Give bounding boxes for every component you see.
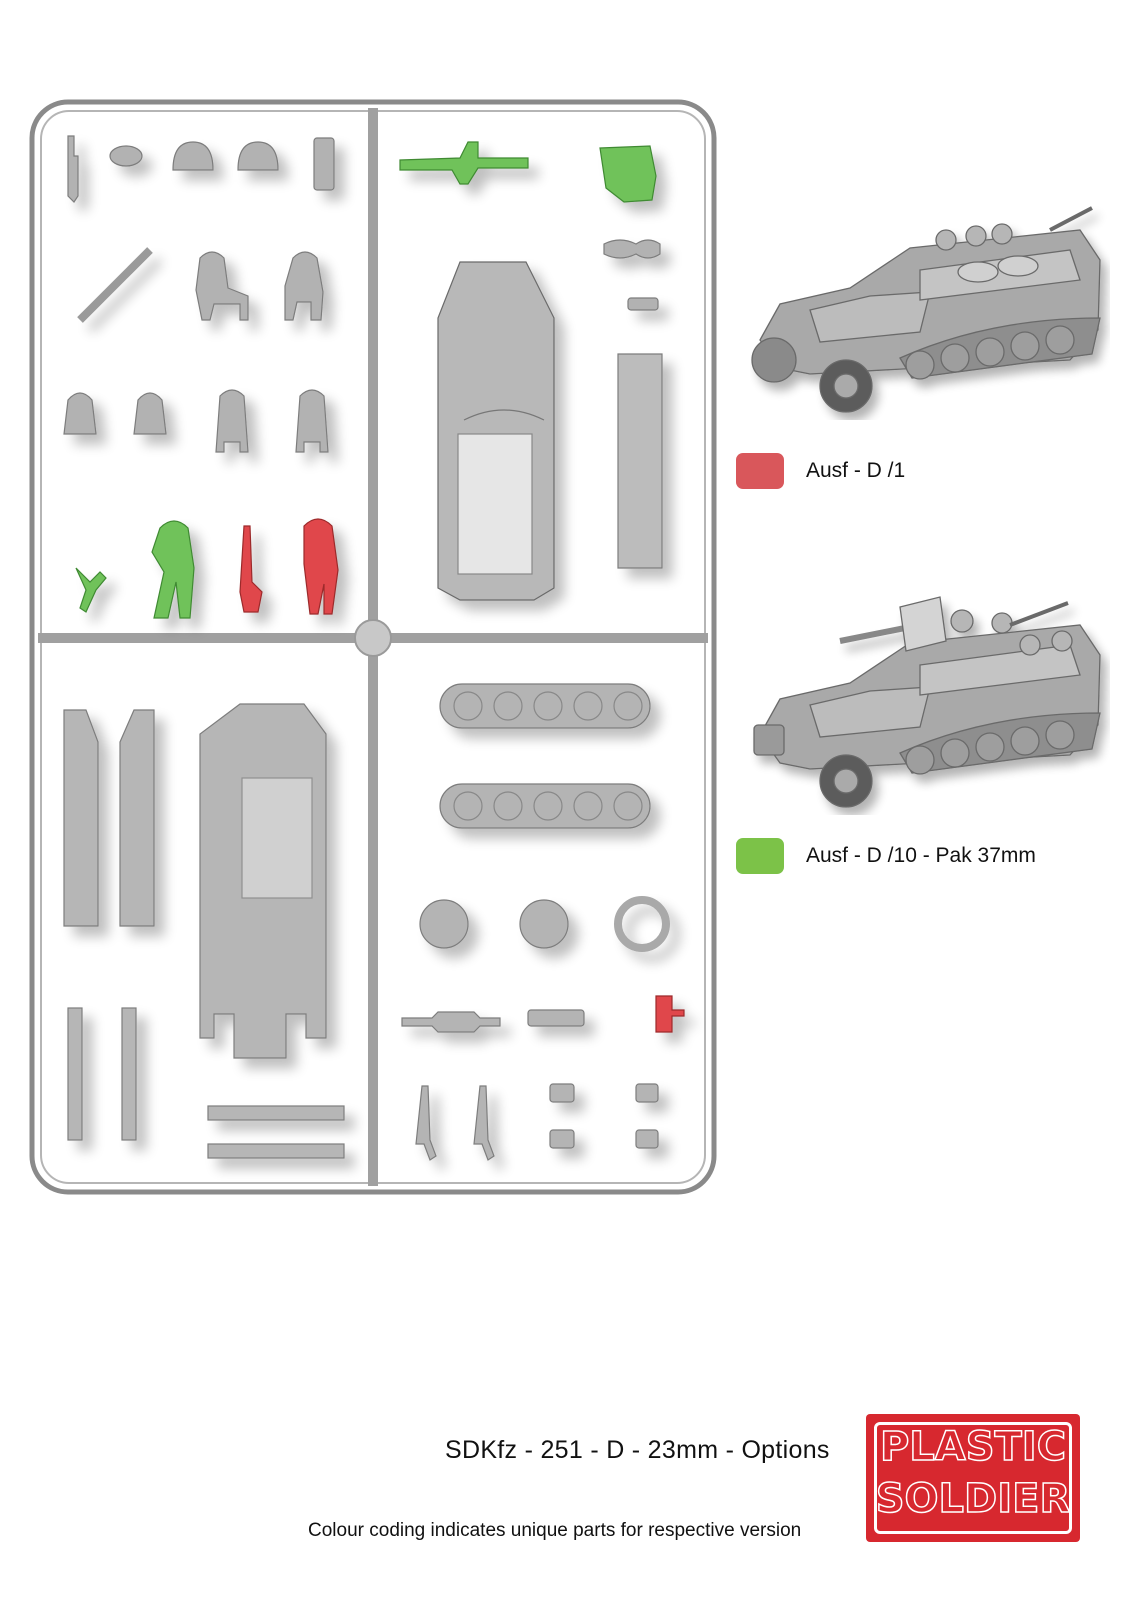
legend-label-d10: Ausf - D /10 - Pak 37mm bbox=[806, 844, 1036, 867]
plastic-soldier-logo bbox=[866, 1414, 1080, 1542]
red-weapon-part-icon bbox=[240, 526, 262, 612]
track-link-part-icon bbox=[528, 1010, 584, 1026]
road-wheel-icon bbox=[520, 900, 568, 948]
strip-part-icon bbox=[208, 1106, 344, 1120]
side-skirt-left-icon bbox=[64, 710, 98, 926]
red-crew-figure-icon bbox=[304, 519, 338, 614]
green-arm-part-icon bbox=[76, 568, 106, 612]
box-part-icon bbox=[550, 1130, 574, 1148]
halftrack-d1-icon bbox=[750, 200, 1110, 420]
mg-part-icon bbox=[474, 1086, 494, 1160]
crew-bust-icon bbox=[134, 393, 166, 434]
colour-coding-note: Colour coding indicates unique parts for respective version bbox=[308, 1520, 802, 1541]
box-part-icon bbox=[636, 1084, 658, 1102]
rail-part-icon bbox=[122, 1008, 136, 1140]
legend-swatch-red bbox=[736, 453, 784, 489]
pak-gun-barrel-icon bbox=[400, 142, 528, 184]
top-right-parts bbox=[400, 142, 662, 600]
seated-crew-icon bbox=[285, 252, 323, 320]
axle-part-icon bbox=[402, 1012, 500, 1032]
tyre-part-icon bbox=[618, 900, 666, 948]
small-part-icon bbox=[628, 298, 658, 310]
side-panel-icon bbox=[618, 354, 662, 568]
box-part-icon bbox=[636, 1130, 658, 1148]
helmet-part-icon bbox=[238, 142, 278, 170]
halftrack-d10-pak-icon bbox=[750, 585, 1110, 815]
helmet-part-icon bbox=[173, 142, 213, 170]
side-skirt-right-icon bbox=[120, 710, 154, 926]
top-left-parts bbox=[64, 136, 334, 452]
box-part-icon bbox=[550, 1084, 574, 1102]
red-small-part-icon bbox=[656, 996, 684, 1032]
legend-item-d1 bbox=[736, 453, 905, 489]
green-crew-figure-icon bbox=[152, 521, 194, 618]
sprue-frame-icon bbox=[28, 98, 728, 1210]
seated-crew-icon bbox=[296, 390, 328, 452]
helmet-part-icon bbox=[110, 146, 142, 166]
legend-swatch-green bbox=[736, 838, 784, 874]
gun-shield-icon bbox=[600, 146, 656, 202]
product-title: SDKfz - 251 - D - 23mm - Options bbox=[445, 1436, 830, 1464]
rail-part-icon bbox=[68, 1008, 82, 1140]
panzerschreck-part-icon bbox=[80, 250, 150, 320]
logo-line-1: PLASTIC bbox=[879, 1424, 1067, 1470]
seated-crew-icon bbox=[216, 390, 248, 452]
bottom-left-parts bbox=[64, 704, 344, 1158]
axle-part-icon bbox=[604, 240, 660, 258]
rifle-part-icon bbox=[68, 136, 78, 202]
legend-label-d1: Ausf - D /1 bbox=[806, 459, 906, 482]
jerrycan-part-icon bbox=[314, 138, 334, 190]
bottom-right-parts bbox=[402, 684, 684, 1160]
track-run-icon bbox=[440, 684, 650, 728]
crew-bust-icon bbox=[64, 393, 96, 434]
seated-crew-icon bbox=[196, 252, 248, 320]
track-run-icon bbox=[440, 784, 650, 828]
legend-item-d10 bbox=[736, 838, 1036, 874]
strip-part-icon bbox=[208, 1144, 344, 1158]
mg-part-icon bbox=[416, 1086, 436, 1160]
top-left-colored-parts bbox=[76, 519, 338, 618]
logo-line-2: SOLDIER bbox=[875, 1476, 1071, 1522]
road-wheel-icon bbox=[420, 900, 468, 948]
